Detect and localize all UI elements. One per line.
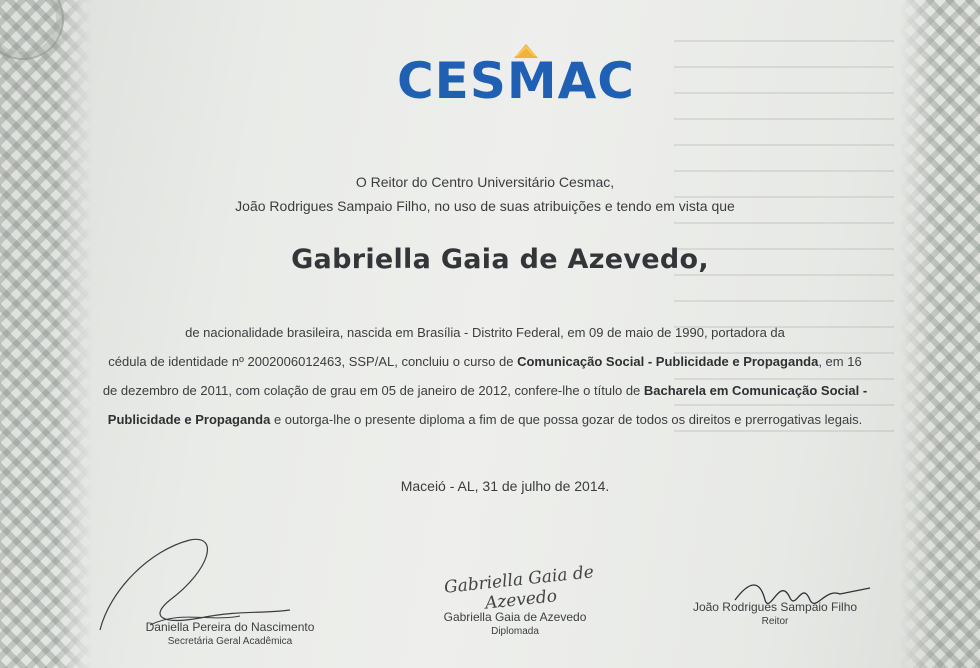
- intro-line-1: O Reitor do Centro Universitário Cesmac,: [355, 174, 615, 190]
- intro-line-2: João Rodrigues Sampaio Filho, no uso de suas atribuições e tendo em vista que: [235, 198, 735, 214]
- graduate-signature-name: Gabriella Gaia de Azevedo: [443, 610, 587, 624]
- place-date: Maceió - AL, 31 de julho de 2014.: [400, 478, 610, 494]
- body-line-4: [90, 405, 880, 434]
- body-line-2-text: cédula de identidade nº 2002006012463, SSP/AL, concluiu o curso de: [108, 354, 518, 369]
- cesmac-logo: [386, 36, 646, 116]
- handwritten-signature-secretary: [90, 530, 330, 640]
- graduate-name: Gabriella Gaia de Azevedo,: [291, 244, 709, 275]
- body-line-3-text: de dezembro de 2011, com colação de grau em 05 de janeiro de 2012, confere-lhe o título de: [102, 383, 644, 398]
- signature-block-graduate: [420, 562, 610, 637]
- body-line-4-text: e outorga-lhe o presente diploma a fim de que possa gozar de todos os direitos e prerrogativas legais.: [270, 412, 863, 427]
- degree-title: Bacharela em Comunicação Social -: [643, 383, 868, 398]
- intro-text: [90, 170, 880, 218]
- secretary-name: Daniella Pereira do Nascimento: [145, 620, 315, 634]
- handwritten-signature-graduate: Gabriella Gaia de Azevedo: [443, 562, 595, 614]
- degree-title-cont: Publicidade e Propaganda: [107, 412, 271, 427]
- body-line-1: de nacionalidade brasileira, nascida em Brasília - Distrito Federal, em 09 de maio de 1990, portadora da: [185, 325, 785, 340]
- logo-wordmark: CESMAC: [396, 52, 636, 110]
- signature-block-rector: [690, 600, 860, 627]
- body-line-2: [90, 347, 880, 376]
- body-line-3: [90, 376, 880, 405]
- rector-name: João Rodrigues Sampaio Filho: [692, 600, 858, 614]
- handwritten-signature-rector: [730, 570, 880, 620]
- right-guilloche-border: [900, 0, 980, 668]
- left-guilloche-border: [0, 0, 92, 668]
- course-name: Comunicação Social - Publicidade e Propaganda: [517, 354, 819, 369]
- secretary-role: Secretária Geral Acadêmica: [167, 636, 293, 647]
- diploma-body: [90, 318, 880, 434]
- body-line-2-end: , em 16: [818, 354, 862, 369]
- rector-role: Reitor: [761, 616, 789, 627]
- signature-block-secretary: [120, 620, 340, 647]
- graduate-role: Diplomada: [491, 626, 539, 637]
